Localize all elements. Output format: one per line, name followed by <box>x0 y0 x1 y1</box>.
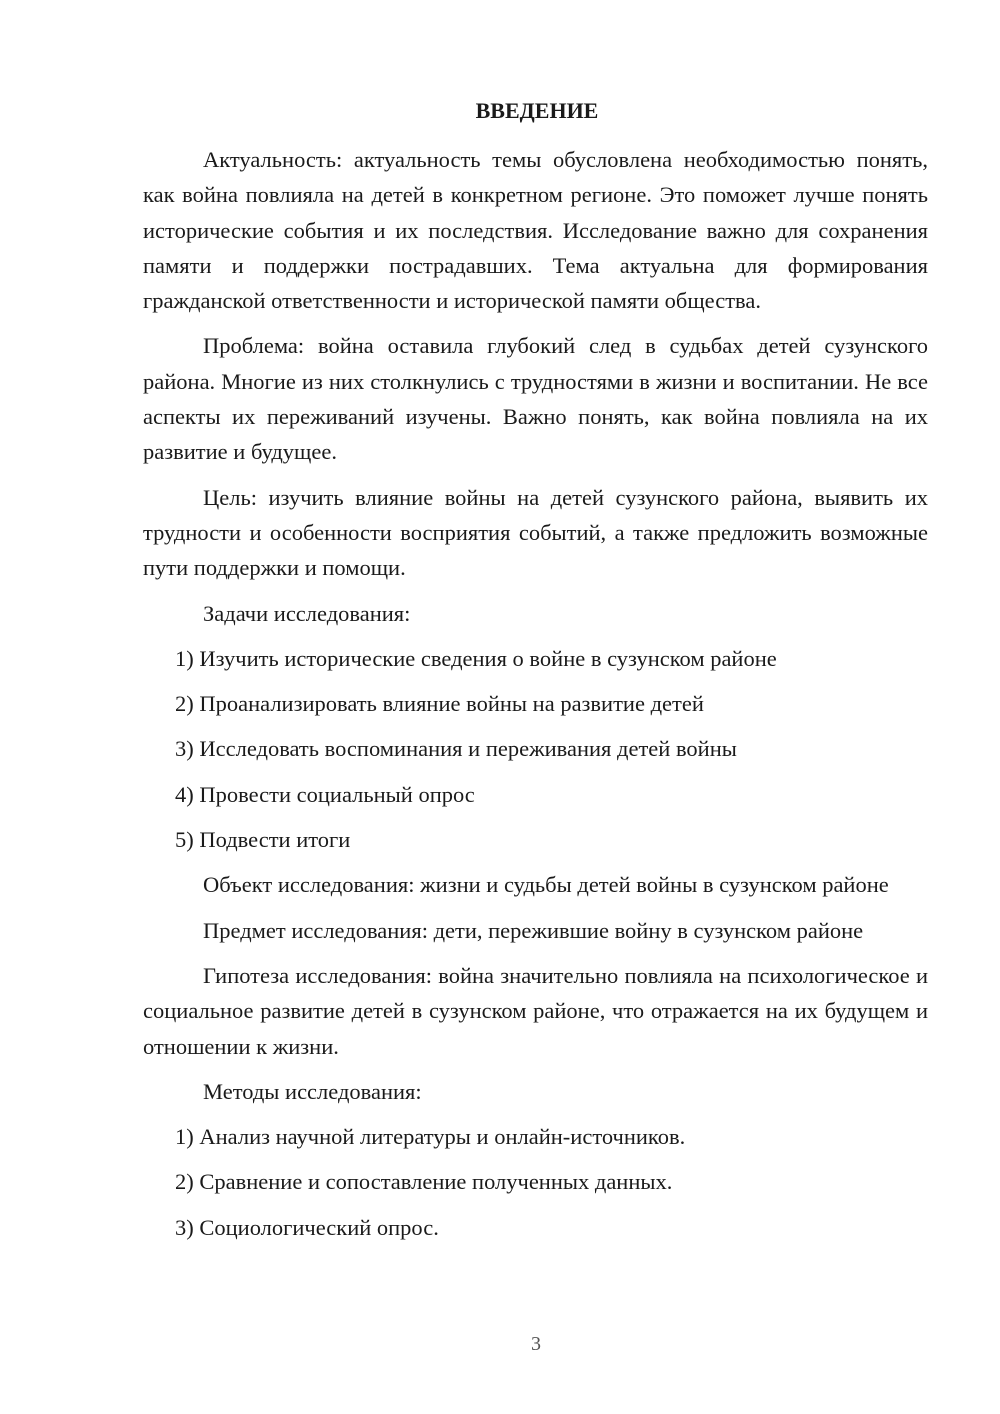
document-body <box>143 142 928 1255</box>
tasks-list <box>143 641 928 857</box>
list-item: 2) Проанализировать влияние войны на развитие детей <box>175 691 704 717</box>
subject-paragraph: Предмет исследования: дети, пережившие войну в сузунском районе <box>203 917 864 943</box>
list-item: 5) Подвести итоги <box>175 827 351 853</box>
list-item: 1) Изучить исторические сведения о войне в сузунском районе <box>175 645 777 671</box>
goal-paragraph: Цель: изучить влияние войны на детей сузунского района, выявить их трудности и особенности восприятия событий, а также предложить возможные пути поддержки и помощи. <box>143 484 928 581</box>
list-item: 2) Сравнение и сопоставление полученных данных. <box>175 1169 673 1195</box>
list-item: 3) Социологический опрос. <box>175 1214 439 1240</box>
hypothesis-paragraph: Гипотеза исследования: война значительно повлияла на психологическое и социальное развитие детей в сузунском районе, что отражается на их будущем и отношении к жизни. <box>143 962 928 1059</box>
list-item: 1) Анализ научной литературы и онлайн-источников. <box>175 1124 686 1150</box>
list-item: 3) Исследовать воспоминания и переживания детей войны <box>175 736 737 762</box>
methods-list <box>143 1119 928 1245</box>
object-paragraph: Объект исследования: жизни и судьбы детей войны в сузунском районе <box>203 872 889 898</box>
page-number: 3 <box>531 1333 541 1355</box>
tasks-heading: Задачи исследования: <box>203 600 411 626</box>
methods-heading: Методы исследования: <box>203 1078 422 1104</box>
problem-paragraph: Проблема: война оставила глубокий след в судьбах детей сузунского района. Многие из них столкнулись с трудностями в жизни и воспитании. Не все аспекты их переживаний изучены. Важно понять, как война повлияла на их развитие и будущее. <box>143 333 928 465</box>
page-title: ВВЕДЕНИЕ <box>475 98 599 123</box>
list-item: 4) Провести социальный опрос <box>175 781 475 807</box>
relevance-paragraph: Актуальность: актуальность темы обусловлена необходимостью понять, как война повлияла на детей в конкретном регионе. Это поможет лучше понять исторические события и их последствия. Исследование важно для сохранения памяти и поддержки пострадавших. Тема актуальна для формирования гражданской ответственности и исторической памяти общества. <box>143 147 928 314</box>
